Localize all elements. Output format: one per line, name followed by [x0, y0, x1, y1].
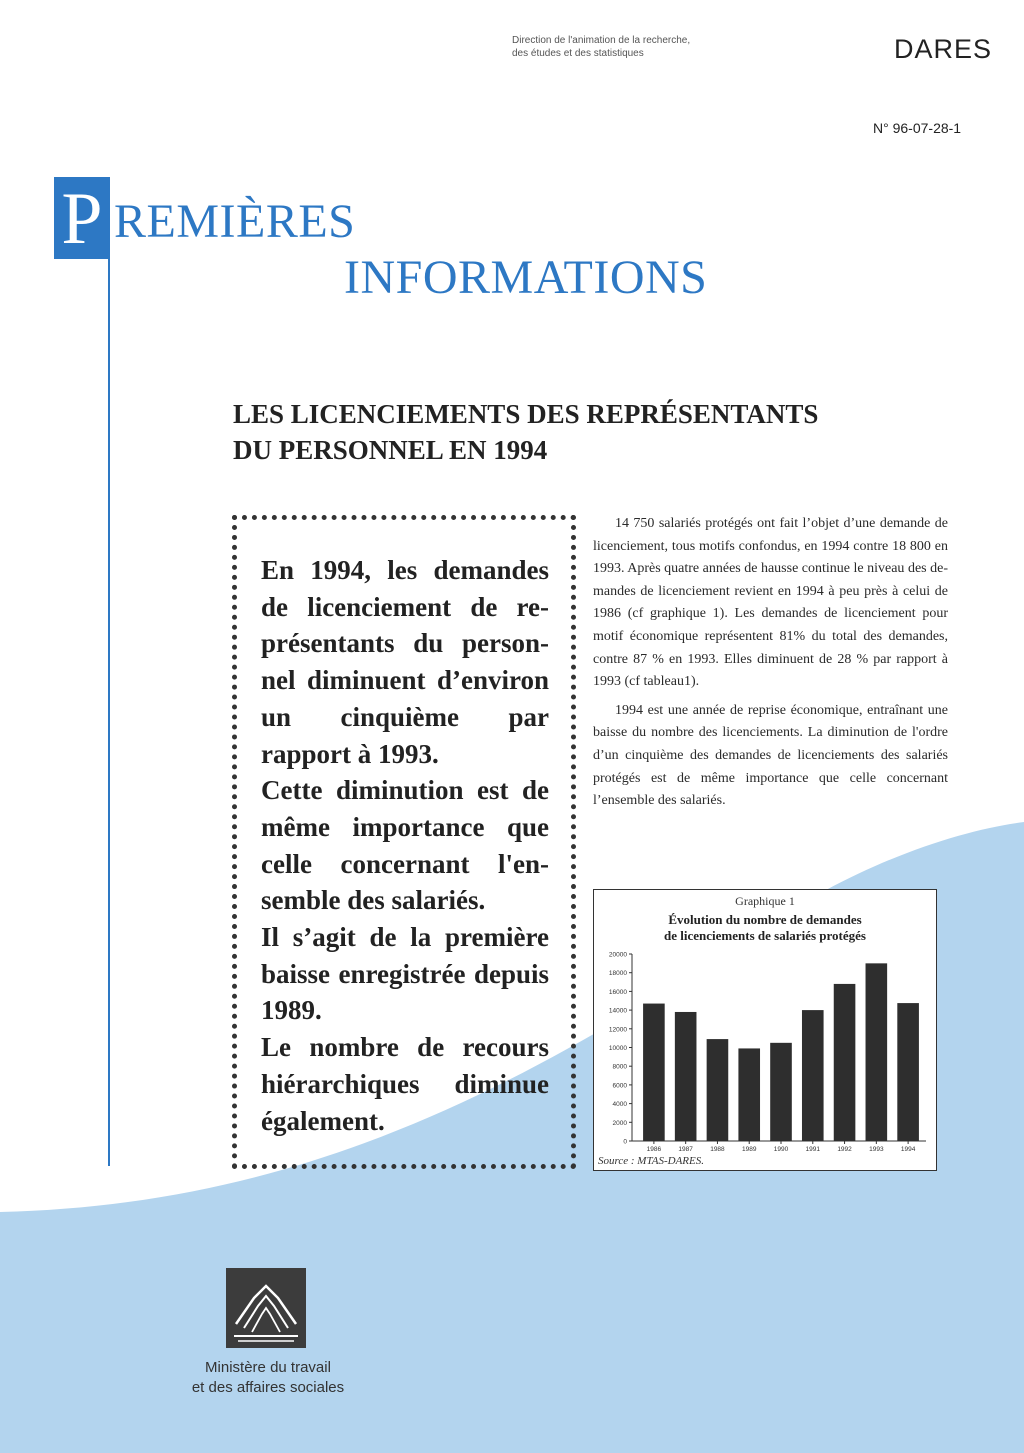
x-tick-label: 1992 — [837, 1146, 852, 1153]
y-tick-label: 8000 — [612, 1063, 627, 1071]
org-line-2: des études et des statistiques — [512, 48, 644, 59]
x-tick-label: 1993 — [869, 1146, 884, 1153]
y-tick-label: 2000 — [612, 1119, 627, 1127]
brand-title-line-2: INFORMATIONS — [344, 251, 708, 304]
x-tick-label: 1986 — [646, 1146, 662, 1153]
agency-name: DARES — [894, 34, 993, 64]
issue-number: N° 96-07-28-1 — [873, 120, 962, 136]
org-line-1: Direction de l'animation de la recherche, — [512, 35, 691, 46]
bar-chart — [594, 890, 936, 1170]
brand-title-line-1: REMIÈRES — [114, 195, 356, 248]
bar — [897, 1003, 919, 1141]
figure-title-line-2: de licenciements de salariés protégés — [664, 928, 866, 943]
y-tick-label: 4000 — [612, 1101, 627, 1109]
brand-vertical-rule — [108, 258, 110, 1166]
figure-title-line-1: Évolution du nombre de demandes — [668, 912, 862, 927]
bar — [770, 1043, 792, 1141]
y-tick-label: 18000 — [608, 970, 627, 978]
bar — [675, 1012, 697, 1141]
body-paragraph: 1994 est une année de reprise économique, entraînant une baisse du nombre des licenciements. La diminution de l'ordre d’un cinquième des demandes de licenciements des salariés protégés est de même importance que celle concernant l’ensemble des salariés. — [593, 702, 948, 809]
document-title-line-2: DU PERSONNEL EN 1994 — [233, 435, 548, 465]
y-tick-label: 16000 — [608, 988, 627, 996]
y-tick-label: 6000 — [612, 1082, 627, 1090]
y-tick-label: 0 — [623, 1138, 627, 1146]
body-paragraph: 14 750 salariés protégés ont fait l’objet d’une demande de licenciement, tous motifs confondus, en 1994 contre 18 800 en 1993. Après quatre années de hausse continue le niveau des demandes de licenciement revient en 1994 à peu près à celui de 1986 (cf graphique 1). Les demandes de licenciement pour motif économique représentent 81% du total des demandes, contre 87 % en 1993. Elles diminuent de 28 % par rapport à 1993 (cf tableau1). — [593, 516, 948, 690]
document-title-line-1: LES LICENCIEMENTS DES REPRÉSENTANTS — [233, 399, 819, 429]
figure-source: Source : MTAS-DARES. — [598, 1155, 704, 1167]
document-title — [233, 396, 933, 468]
ministry-logo — [226, 1268, 306, 1348]
summary-paragraph: Il s’agit de la première baisse enregistrée depuis 1989. — [261, 922, 549, 1026]
ministry-name-line-1: Ministère du travail — [205, 1359, 331, 1376]
header-organization — [512, 34, 772, 60]
brand-initial: P — [61, 178, 103, 260]
y-tick-label: 20000 — [608, 951, 627, 959]
bar — [866, 963, 888, 1141]
summary-paragraph: Le nombre de recours hiérarchiques diminue également. — [261, 1032, 549, 1136]
bar — [643, 1004, 665, 1141]
summary-box — [232, 515, 576, 1169]
bar — [802, 1010, 824, 1141]
x-tick-label: 1994 — [900, 1146, 916, 1153]
y-tick-label: 12000 — [608, 1026, 627, 1034]
summary-paragraph: En 1994, les demandes de licenciement de représentants du personnel diminuent d’environ un cinquième par rapport à 1993. — [261, 555, 549, 769]
ministry-name-line-2: et des affaires sociales — [191, 1379, 345, 1396]
x-tick-label: 1989 — [741, 1146, 757, 1153]
x-tick-label: 1988 — [710, 1146, 725, 1153]
x-tick-label: 1990 — [773, 1146, 789, 1153]
summary-paragraph: Cette diminution est de même importance que celle concernant l'ensemble des salariés. — [261, 775, 549, 916]
ministry-logo-emblem — [226, 1268, 306, 1348]
y-tick-label: 14000 — [608, 1007, 627, 1015]
bar — [738, 1048, 760, 1141]
x-tick-label: 1991 — [805, 1146, 821, 1153]
brand-initial-box — [54, 177, 110, 259]
ministry-name — [168, 1358, 368, 1398]
figure-label: Graphique 1 — [735, 894, 795, 908]
summary-text — [261, 552, 549, 1139]
y-tick-label: 10000 — [608, 1045, 627, 1052]
x-tick-label: 1987 — [678, 1146, 693, 1153]
bar — [834, 984, 856, 1141]
figure-graphique-1 — [593, 889, 937, 1171]
bar — [707, 1039, 729, 1141]
body-column — [593, 513, 948, 819]
